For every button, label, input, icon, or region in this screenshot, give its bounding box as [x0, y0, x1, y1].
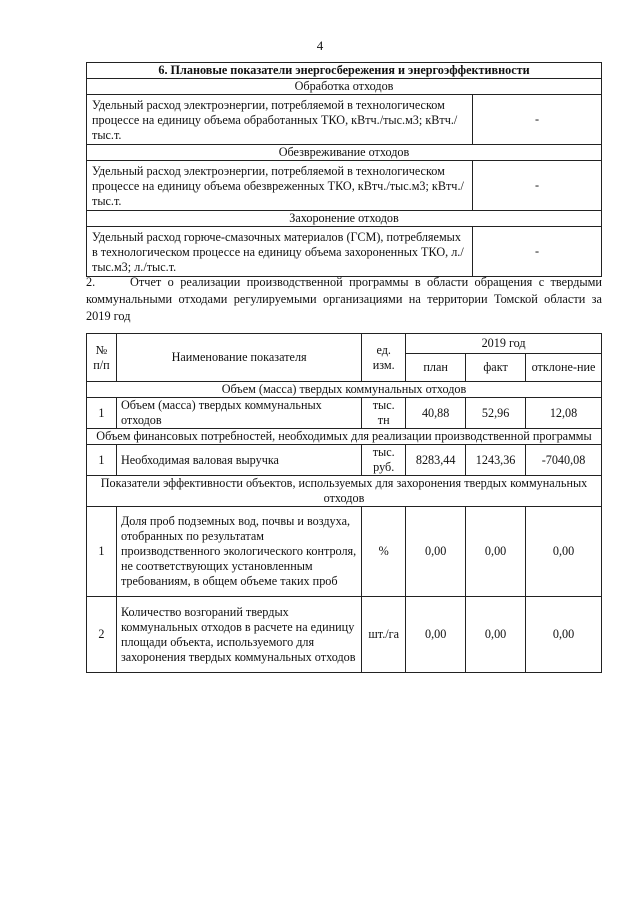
row-unit: тыс. тн — [362, 398, 406, 429]
header-unit: ед. изм. — [362, 334, 406, 382]
paragraph-number: 2. — [86, 275, 96, 289]
section-header-burial: Захоронение отходов — [87, 211, 602, 227]
section-header-processing: Обработка отходов — [87, 79, 602, 95]
table-row — [87, 445, 602, 476]
indicator-label: Удельный расход электроэнергии, потребляемой в технологическом процессе на единицу объема обработанных ТКО, кВтч./тыс.м3; кВтч./тыс.т. — [87, 95, 473, 145]
header-deviation: отклоне-ние — [526, 354, 602, 382]
header-year: 2019 год — [406, 334, 602, 354]
row-name: Объем (масса) твердых коммунальных отходов — [116, 398, 361, 429]
row-deviation: -7040,08 — [526, 445, 602, 476]
page-number: 4 — [316, 38, 324, 53]
section-title: Объем финансовых потребностей, необходимых для реализации производственной программы — [87, 429, 602, 445]
energy-efficiency-table — [86, 62, 602, 277]
row-name: Необходимая валовая выручка — [116, 445, 361, 476]
row-unit: тыс. руб. — [362, 445, 406, 476]
table-row — [87, 597, 602, 673]
row-plan: 40,88 — [406, 398, 466, 429]
row-fact: 0,00 — [466, 507, 526, 597]
row-fact: 52,96 — [466, 398, 526, 429]
indicator-value: - — [473, 95, 602, 145]
row-name: Количество возгораний твердых коммунальных отходов в расчете на единицу площади объекта, используемого для захоронения твердых коммунальных отходов — [116, 597, 361, 673]
table-row — [87, 507, 602, 597]
row-unit: шт./га — [362, 597, 406, 673]
row-plan: 0,00 — [406, 507, 466, 597]
row-fact: 1243,36 — [466, 445, 526, 476]
indicator-value: - — [473, 161, 602, 211]
header-fact: факт — [466, 354, 526, 382]
indicator-label: Удельный расход электроэнергии, потребляемой в технологическом процессе на единицу объема обезвреженных ТКО, кВтч./тыс.м3; кВтч./тыс.т. — [87, 161, 473, 211]
row-num: 1 — [87, 507, 117, 597]
row-num: 1 — [87, 398, 117, 429]
indicator-label: Удельный расход горюче-смазочных материалов (ГСМ), потребляемых в технологическом процессе на единицу объема захороненных ТКО, л./тыс.м3; л./тыс.т. — [87, 227, 473, 277]
row-num: 1 — [87, 445, 117, 476]
header-num: № п/п — [87, 334, 117, 382]
table-title: 6. Плановые показатели энергосбережения и энергоэффективности — [87, 63, 602, 79]
header-plan: план — [406, 354, 466, 382]
report-paragraph — [86, 274, 602, 325]
table-row — [87, 398, 602, 429]
row-deviation: 0,00 — [526, 597, 602, 673]
indicator-value: - — [473, 227, 602, 277]
program-report-table — [86, 333, 602, 673]
row-deviation: 12,08 — [526, 398, 602, 429]
row-fact: 0,00 — [466, 597, 526, 673]
section-title: Объем (масса) твердых коммунальных отходов — [87, 382, 602, 398]
row-num: 2 — [87, 597, 117, 673]
row-plan: 8283,44 — [406, 445, 466, 476]
row-name: Доля проб подземных вод, почвы и воздуха, отобранных по результатам производственного экологического контроля, не соответствующих установленным требованиям, в общем объеме таких проб — [116, 507, 361, 597]
paragraph-text: Отчет о реализации производственной программы в области обращения с твердыми коммунальными отходами регулируемыми организациями на территории Томской области за 2019 год — [86, 275, 602, 323]
row-deviation: 0,00 — [526, 507, 602, 597]
row-plan: 0,00 — [406, 597, 466, 673]
section-title: Показатели эффективности объектов, используемых для захоронения твердых коммунальных отходов — [87, 476, 602, 507]
header-name: Наименование показателя — [116, 334, 361, 382]
section-header-neutralization: Обезвреживание отходов — [87, 145, 602, 161]
row-unit: % — [362, 507, 406, 597]
